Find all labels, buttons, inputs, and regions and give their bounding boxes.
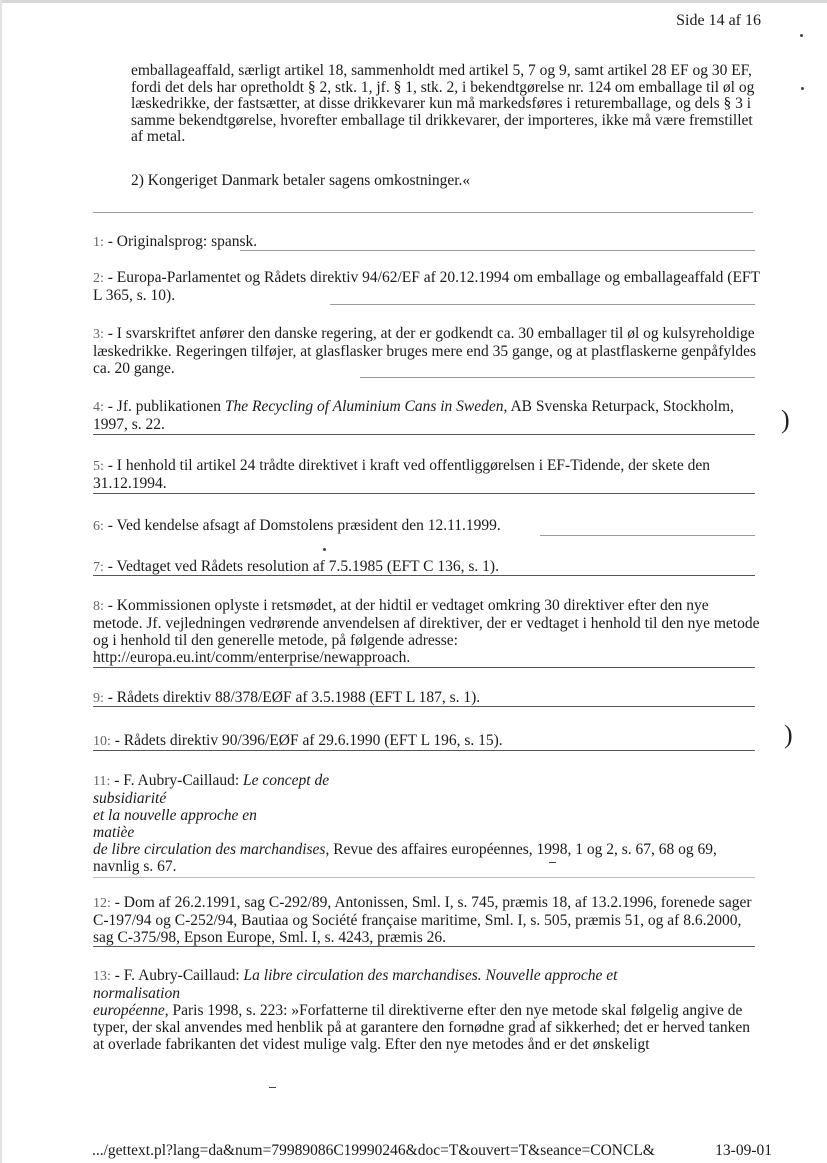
footnote-7 bbox=[93, 558, 761, 576]
footnote-underline bbox=[93, 493, 755, 494]
footnote-marker: 1: bbox=[93, 235, 104, 250]
footnote-underline bbox=[540, 535, 755, 536]
footnote-11 bbox=[93, 772, 761, 875]
footnote-13 bbox=[93, 967, 761, 1053]
title-line-2: subsidiarité bbox=[93, 790, 167, 807]
body-paragraph: emballageaffald, særligt artikel 18, sammenholdt med artikel 5, 7 og 9, samt artikel 28 EF og 30 EF, fordi det dels har opretholdt § 2, stk. 1, jf. § 1, stk. 2, i bekendtgørelse nr. 124 om emballage til øl og læskedrikke, der fastsætter, at disse drikkevarer kun må markedsføres i returemballage, og dels § 3 i samme bekendtgørelse, hvorefter emballage til drikkevarer, der importeres, ikke må være fremstillet af metal. bbox=[131, 62, 755, 145]
footnote-marker: 13: bbox=[93, 969, 111, 984]
footnote-underline bbox=[93, 877, 755, 878]
separator-rule bbox=[93, 212, 753, 213]
footnote-marker: 8: bbox=[93, 599, 104, 614]
publication-title: The Recycling of Aluminium Cans in Sweden bbox=[224, 398, 504, 415]
order-item-2: 2) Kongeriget Danmark betaler sagens omkostninger.« bbox=[131, 172, 471, 189]
scan-speck bbox=[323, 548, 326, 551]
footnote-1 bbox=[93, 233, 761, 251]
footnote-text-post: , AB Svenska Returpack, Stockholm, 1997, s. 22. bbox=[93, 398, 734, 433]
footnote-text-pre: - F. Aubry-Caillaud: bbox=[110, 772, 244, 789]
footnote-underline bbox=[93, 750, 755, 751]
footer-url: .../gettext.pl?lang=da&num=79989086C19990246&doc=T&ouvert=T&seance=CONCL& bbox=[92, 1142, 655, 1159]
footnote-5 bbox=[93, 457, 761, 492]
footnote-marker: 4: bbox=[93, 400, 104, 415]
footnote-marker: 10: bbox=[93, 734, 111, 749]
footnote-marker: 11: bbox=[93, 774, 111, 789]
footnote-marker: 2: bbox=[93, 271, 104, 286]
footnote-underline bbox=[93, 667, 755, 668]
title-line-1: La libre circulation des marchandises. Nouvelle approche et bbox=[243, 967, 618, 984]
footnote-text-pre: - F. Aubry-Caillaud: bbox=[110, 967, 244, 984]
title-line-2: normalisation bbox=[93, 985, 180, 1002]
footer-date: 13-09-01 bbox=[715, 1142, 772, 1159]
scan-speck bbox=[801, 87, 804, 90]
footnote-4 bbox=[93, 398, 761, 433]
footnote-6 bbox=[93, 517, 761, 535]
footnote-marker: 6: bbox=[93, 519, 104, 534]
footnote-text: - Rådets direktiv 88/378/EØF af 3.5.1988 (EFT L 187, s. 1). bbox=[103, 689, 481, 706]
footnote-text: - Vedtaget ved Rådets resolution af 7.5.1985 (EFT C 136, s. 1). bbox=[103, 558, 499, 575]
footnote-marker: 12: bbox=[93, 896, 111, 911]
footnote-text: - Dom af 26.2.1991, sag C-292/89, Antonissen, Sml. I, s. 745, præmis 18, af 13.2.1996, forenede sager C-197/94 og C-252/94, Bautiaa og Société française maritime, Sml. I, s. 505, præmis 51, og af 8.6.2000, sag C-375/98, Epson Europe, Sml. I, s. 4243, præmis 26. bbox=[93, 894, 752, 946]
footnote-marker: 7: bbox=[93, 560, 104, 575]
footnote-underline bbox=[93, 946, 755, 947]
scan-left-edge bbox=[0, 0, 2, 1163]
footnote-3 bbox=[93, 325, 761, 377]
binding-mark: ) bbox=[781, 405, 790, 434]
footnote-text-pre: - Jf. publikationen bbox=[103, 398, 225, 415]
footnote-text: - Ved kendelse afsagt af Domstolens præsident den 12.11.1999. bbox=[103, 517, 501, 534]
footnote-underline bbox=[360, 377, 755, 378]
footnote-text: - Kommissionen oplyste i retsmødet, at der hidtil er vedtaget omkring 30 direktiver efter den nye metode. Jf. vejledningen vedrørende anvendelsen af direktiver, der er vedtaget i henhold til den nye metode og i henhold til den generelle metode, på følgende adresse: http://europa.eu.int/comm/enterprise/newapproach. bbox=[93, 597, 760, 666]
footnote-text: - I henhold til artikel 24 trådte direktivet i kraft ved offentliggørelsen i EF-Tidende, der skete den 31.12.1994. bbox=[93, 457, 710, 492]
footnote-text: - Originalsprog: spansk. bbox=[103, 233, 258, 250]
footnote-2 bbox=[93, 269, 761, 304]
footnote-text: - Europa-Parlamentet og Rådets direktiv 94/62/EF af 20.12.1994 om emballage og emballageaffald (EFT L 365, s. 10). bbox=[93, 269, 760, 304]
scan-top-edge bbox=[0, 0, 827, 3]
binding-mark: ) bbox=[784, 720, 793, 749]
footnote-text-post: , Revue des affaires européennes, 1998, 1 og 2, s. 67, 68 og 69, navnlig s. 67. bbox=[93, 841, 717, 875]
footnote-marker: 9: bbox=[93, 691, 104, 706]
footnote-10 bbox=[93, 732, 761, 750]
title-line-1: Le concept de bbox=[243, 772, 330, 789]
title-line-3: et la nouvelle approche en bbox=[93, 807, 257, 824]
footnote-marker: 5: bbox=[93, 459, 104, 474]
footnote-underline bbox=[93, 706, 755, 707]
footnote-text: - Rådets direktiv 90/396/EØF af 29.6.1990 (EFT L 196, s. 15). bbox=[110, 732, 503, 749]
footnote-underline bbox=[240, 250, 755, 251]
footnote-underline bbox=[93, 434, 755, 435]
footnote-marker: 3: bbox=[93, 327, 104, 342]
footnote-underline bbox=[93, 575, 755, 576]
scan-speck bbox=[269, 1087, 276, 1088]
footnote-text: - I svarskriftet anfører den danske regering, at der er godkendt ca. 30 emballager til øl og kulsyreholdige læskedrikke. Regeringen tilføjer, at glasflasker bruges mere end 35 gange, og at plastflaskerne genpåfyldes ca. 20 gange. bbox=[93, 325, 757, 377]
title-line-4: matiѐe bbox=[93, 824, 135, 841]
title-line-3: européenne bbox=[93, 1002, 165, 1019]
footnote-text-post: , Paris 1998, s. 223: »Forfatterne til direktiverne efter den nye metode skal følgelig angive de typer, der skal anvendes med henblik på at garantere den fornødne grad af sikkerhed; det er herved tanken at overlade fabrikanten det videst mulige valg. Efter den nye metodes ånd er det ønskeligt bbox=[93, 1002, 750, 1053]
footnote-12 bbox=[93, 894, 761, 946]
footnote-8 bbox=[93, 597, 761, 666]
scan-speck bbox=[800, 34, 803, 37]
footnote-underline bbox=[330, 304, 755, 305]
footnote-9 bbox=[93, 689, 761, 707]
page-number: Side 14 af 16 bbox=[676, 12, 761, 29]
scan-speck bbox=[549, 862, 556, 863]
title-line-5: de libre circulation des marchandises bbox=[93, 841, 326, 858]
